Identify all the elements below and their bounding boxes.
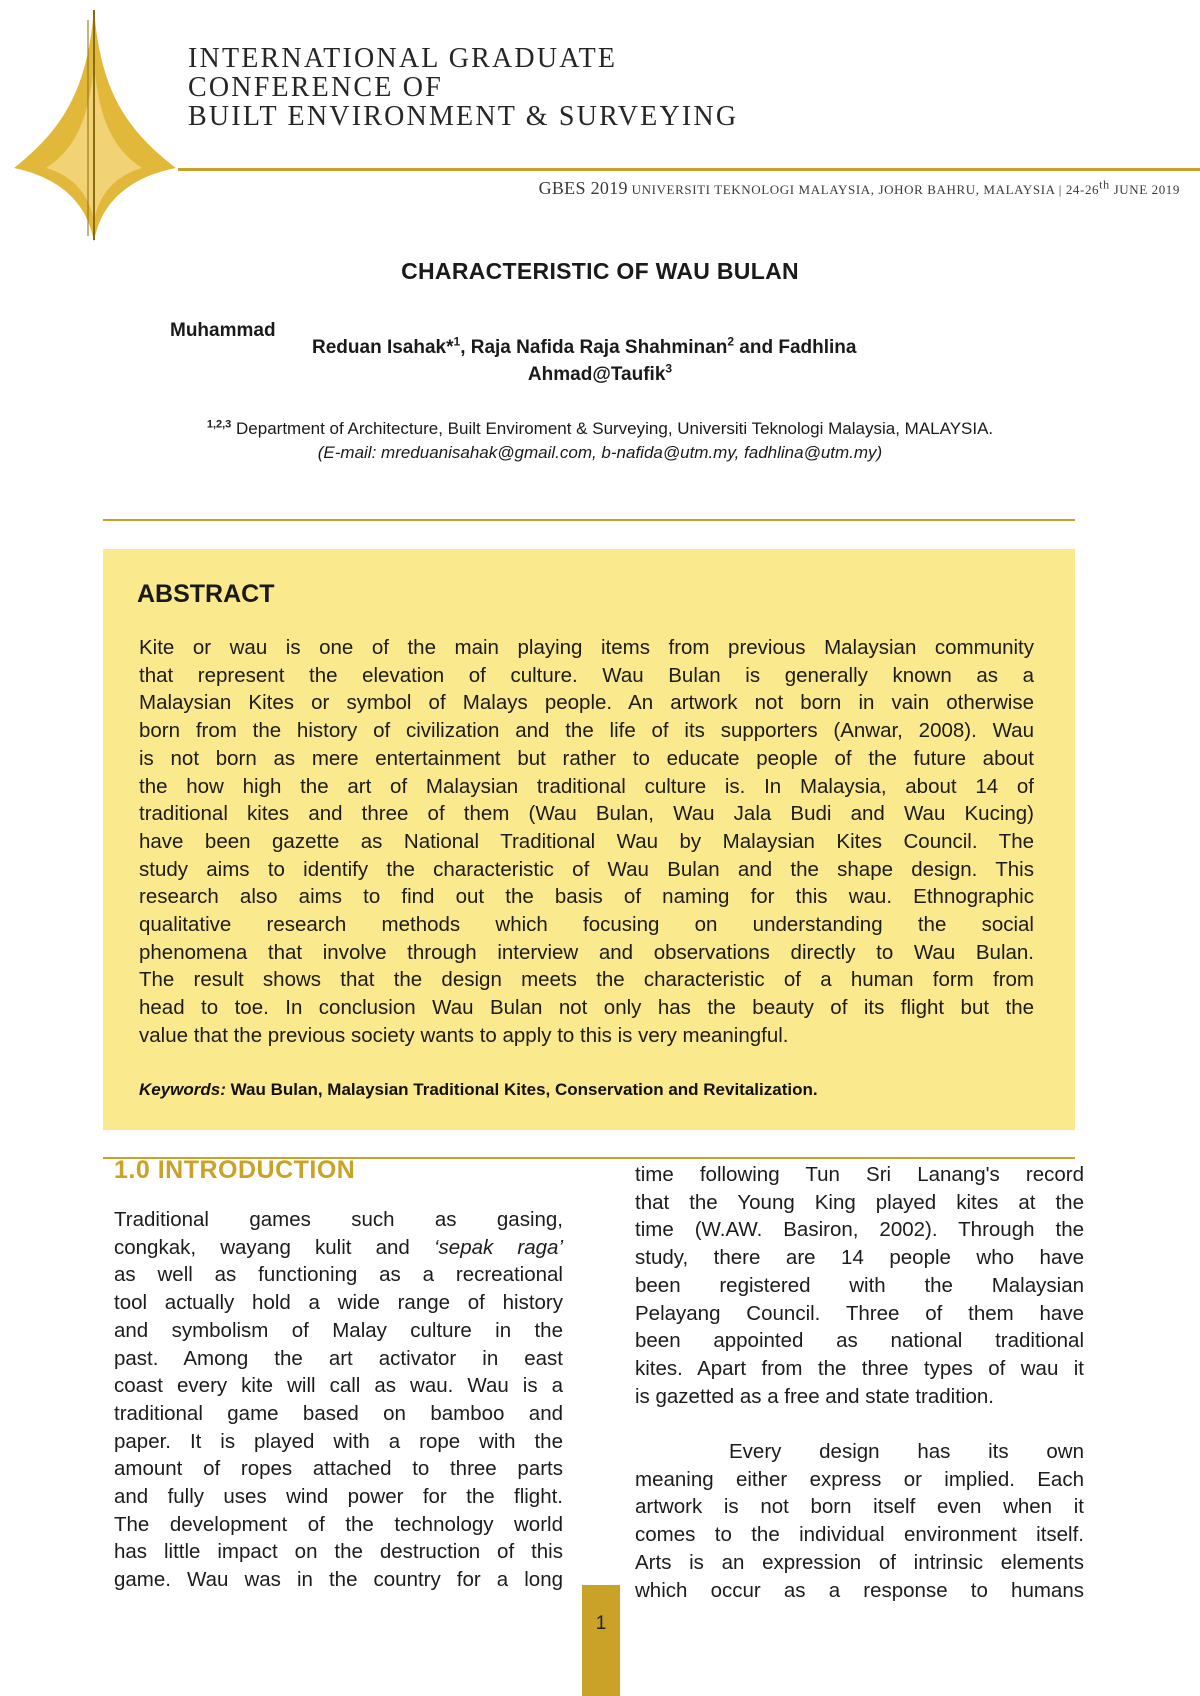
paper-title: CHARACTERISTIC OF WAU BULAN [401, 258, 799, 284]
intro-line: and symbolism of Malay culture in the [114, 1318, 563, 1342]
author-d: Ahmad@Taufik [527, 364, 666, 385]
intro-italic-term: ‘sepak raga’ [434, 1235, 563, 1259]
conference-title [188, 44, 738, 131]
conference-title-line-1: INTERNATIONAL GRADUATE [188, 43, 618, 74]
intro-line: Every design has its own [729, 1440, 1084, 1464]
abstract-line: qualitative research methods which focusing on understanding the social [139, 913, 1034, 937]
intro-line: which occur as a response to humans [635, 1578, 1084, 1602]
author-d-sup: 3 [665, 361, 673, 376]
intro-line: amount of ropes attached to three parts [114, 1457, 563, 1481]
intro-line: The development of the technology world [114, 1512, 563, 1536]
abstract-line: The result shows that the design meets the characteristic of a human form from [139, 968, 1034, 992]
header-rule [178, 168, 1200, 171]
intro-line: time (W.AW. Basiron, 2002). Through the [635, 1218, 1084, 1242]
intro-line: been registered with the Malaysian [635, 1273, 1084, 1297]
abstract-line: that represent the elevation of culture. Wau Bulan is generally known as a [139, 663, 1034, 687]
abstract-line: is not born as mere entertainment but rather to educate people of the future about [139, 746, 1034, 770]
intro-line: Pelayang Council. Three of them have [635, 1301, 1084, 1325]
intro-line: artwork is not born itself even when it [635, 1495, 1084, 1519]
abstract-line: research also aims to find out the basis of naming for this wau. Ethnographic [139, 885, 1034, 909]
affiliation-sup: 1,2,3 [206, 418, 232, 431]
abstract-heading: ABSTRACT [137, 580, 275, 608]
abstract-line: head to toe. In conclusion Wau Bulan not only has the beauty of its flight but the [139, 996, 1034, 1020]
author-b-sup: 2 [727, 334, 735, 349]
author-emails: (E-mail: mreduanisahak@gmail.com, b-nafida@utm.my, fadhlina@utm.my) [317, 443, 883, 462]
intro-line: time following Tun Sri Lanang's record [635, 1163, 1084, 1186]
conference-logo [0, 0, 200, 245]
intro-line: as well as functioning as a recreational [114, 1263, 563, 1287]
intro-line: has little impact on the destruction of this [114, 1540, 563, 1564]
author-b: , Raja Nafida Raja Shahminan [460, 337, 728, 358]
intro-line: meaning either express or implied. Each [635, 1467, 1084, 1491]
author-a: Reduan Isahak* [312, 337, 454, 358]
introduction-heading: 1.0 INTRODUCTION [114, 1156, 356, 1184]
intro-line: been appointed as national traditional [635, 1329, 1084, 1353]
intro-line: kites. Apart from the three types of wau it [635, 1356, 1084, 1380]
introduction-left-column [114, 1206, 563, 1594]
conference-details: UNIVERSITI TEKNOLOGI MALAYSIA, JOHOR BAHRU, MALAYSIA | 24-26 [631, 182, 1100, 197]
author-a-sup: 1 [453, 334, 461, 349]
intro-line: tool actually hold a wide range of history [114, 1291, 563, 1315]
keywords [139, 1080, 818, 1100]
intro-line: comes to the individual environment itself. [635, 1523, 1084, 1547]
abstract-line: born from the history of civilization and the life of its supporters (Anwar, 2008). Wau [139, 719, 1034, 743]
introduction-right-column [635, 1161, 1084, 1604]
keywords-text: Wau Bulan, Malaysian Traditional Kites, Conservation and Revitalization. [225, 1080, 818, 1099]
abstract-line: phenomena that involve through interview and observations directly to Wau Bulan. [139, 940, 1034, 964]
intro-line-text: congkak, wayang kulit and [114, 1235, 434, 1259]
author-line-2 [0, 361, 1200, 386]
affiliation-text: Department of Architecture, Built Enviroment & Surveying, Universiti Teknologi Malaysia, MALAYSIA. [231, 419, 994, 438]
conference-meta [436, 178, 1180, 199]
abstract-line: Kite or wau is one of the main playing items from previous Malaysian community [139, 636, 1034, 659]
conference-code: GBES 2019 [538, 178, 628, 198]
intro-line: paper. It is played with a rope with the [114, 1429, 563, 1453]
abstract-line: Malaysian Kites or symbol of Malays people. An artwork not born in vain otherwise [139, 691, 1034, 715]
conference-title-line-2: CONFERENCE OF [188, 72, 443, 103]
author-c: and Fadhlina [734, 337, 857, 358]
author-first-word: Muhammad [170, 320, 276, 341]
intro-line: study, there are 14 people who have [635, 1246, 1084, 1270]
conference-title-line-3: BUILT ENVIRONMENT & SURVEYING [188, 101, 739, 132]
author-line [312, 334, 857, 359]
page-number: 1 [595, 1613, 607, 1634]
abstract-text [139, 634, 1034, 1050]
keywords-label: Keywords: [139, 1080, 226, 1099]
abstract-line: have been gazette as National Traditional Wau by Malaysian Kites Council. The [139, 829, 1034, 853]
intro-line [114, 1234, 563, 1262]
date-superscript: th [1099, 177, 1110, 192]
paragraph-gap [635, 1410, 1084, 1438]
intro-line: Traditional games such as gasing, [114, 1208, 563, 1231]
intro-line: and fully uses wind power for the flight. [114, 1485, 563, 1509]
affiliation [0, 419, 1200, 439]
abstract-line: traditional kites and three of them (Wau Bulan, Wau Jala Budi and Wau Kucing) [139, 802, 1034, 826]
abstract-line: value that the previous society wants to apply to this is very meaningful. [139, 1023, 789, 1047]
intro-line: is gazetted as a free and state tradition. [635, 1384, 994, 1408]
intro-line: coast every kite will call as wau. Wau is a [114, 1374, 563, 1398]
intro-line: that the Young King played kites at the [635, 1190, 1084, 1214]
intro-line: game. Wau was in the country for a long [114, 1568, 563, 1592]
conference-month-year: JUNE 2019 [1113, 182, 1180, 197]
divider-top [103, 519, 1075, 521]
page-number-tab [582, 1585, 620, 1696]
abstract-line: study aims to identify the characteristic of Wau Bulan and the shape design. This [139, 857, 1034, 881]
abstract-line: the how high the art of Malaysian traditional culture is. In Malaysia, about 14 of [139, 774, 1034, 798]
intro-line: past. Among the art activator in east [114, 1346, 563, 1370]
intro-line: traditional game based on bamboo and [114, 1401, 563, 1425]
intro-line: Arts is an expression of intrinsic elements [635, 1550, 1084, 1574]
